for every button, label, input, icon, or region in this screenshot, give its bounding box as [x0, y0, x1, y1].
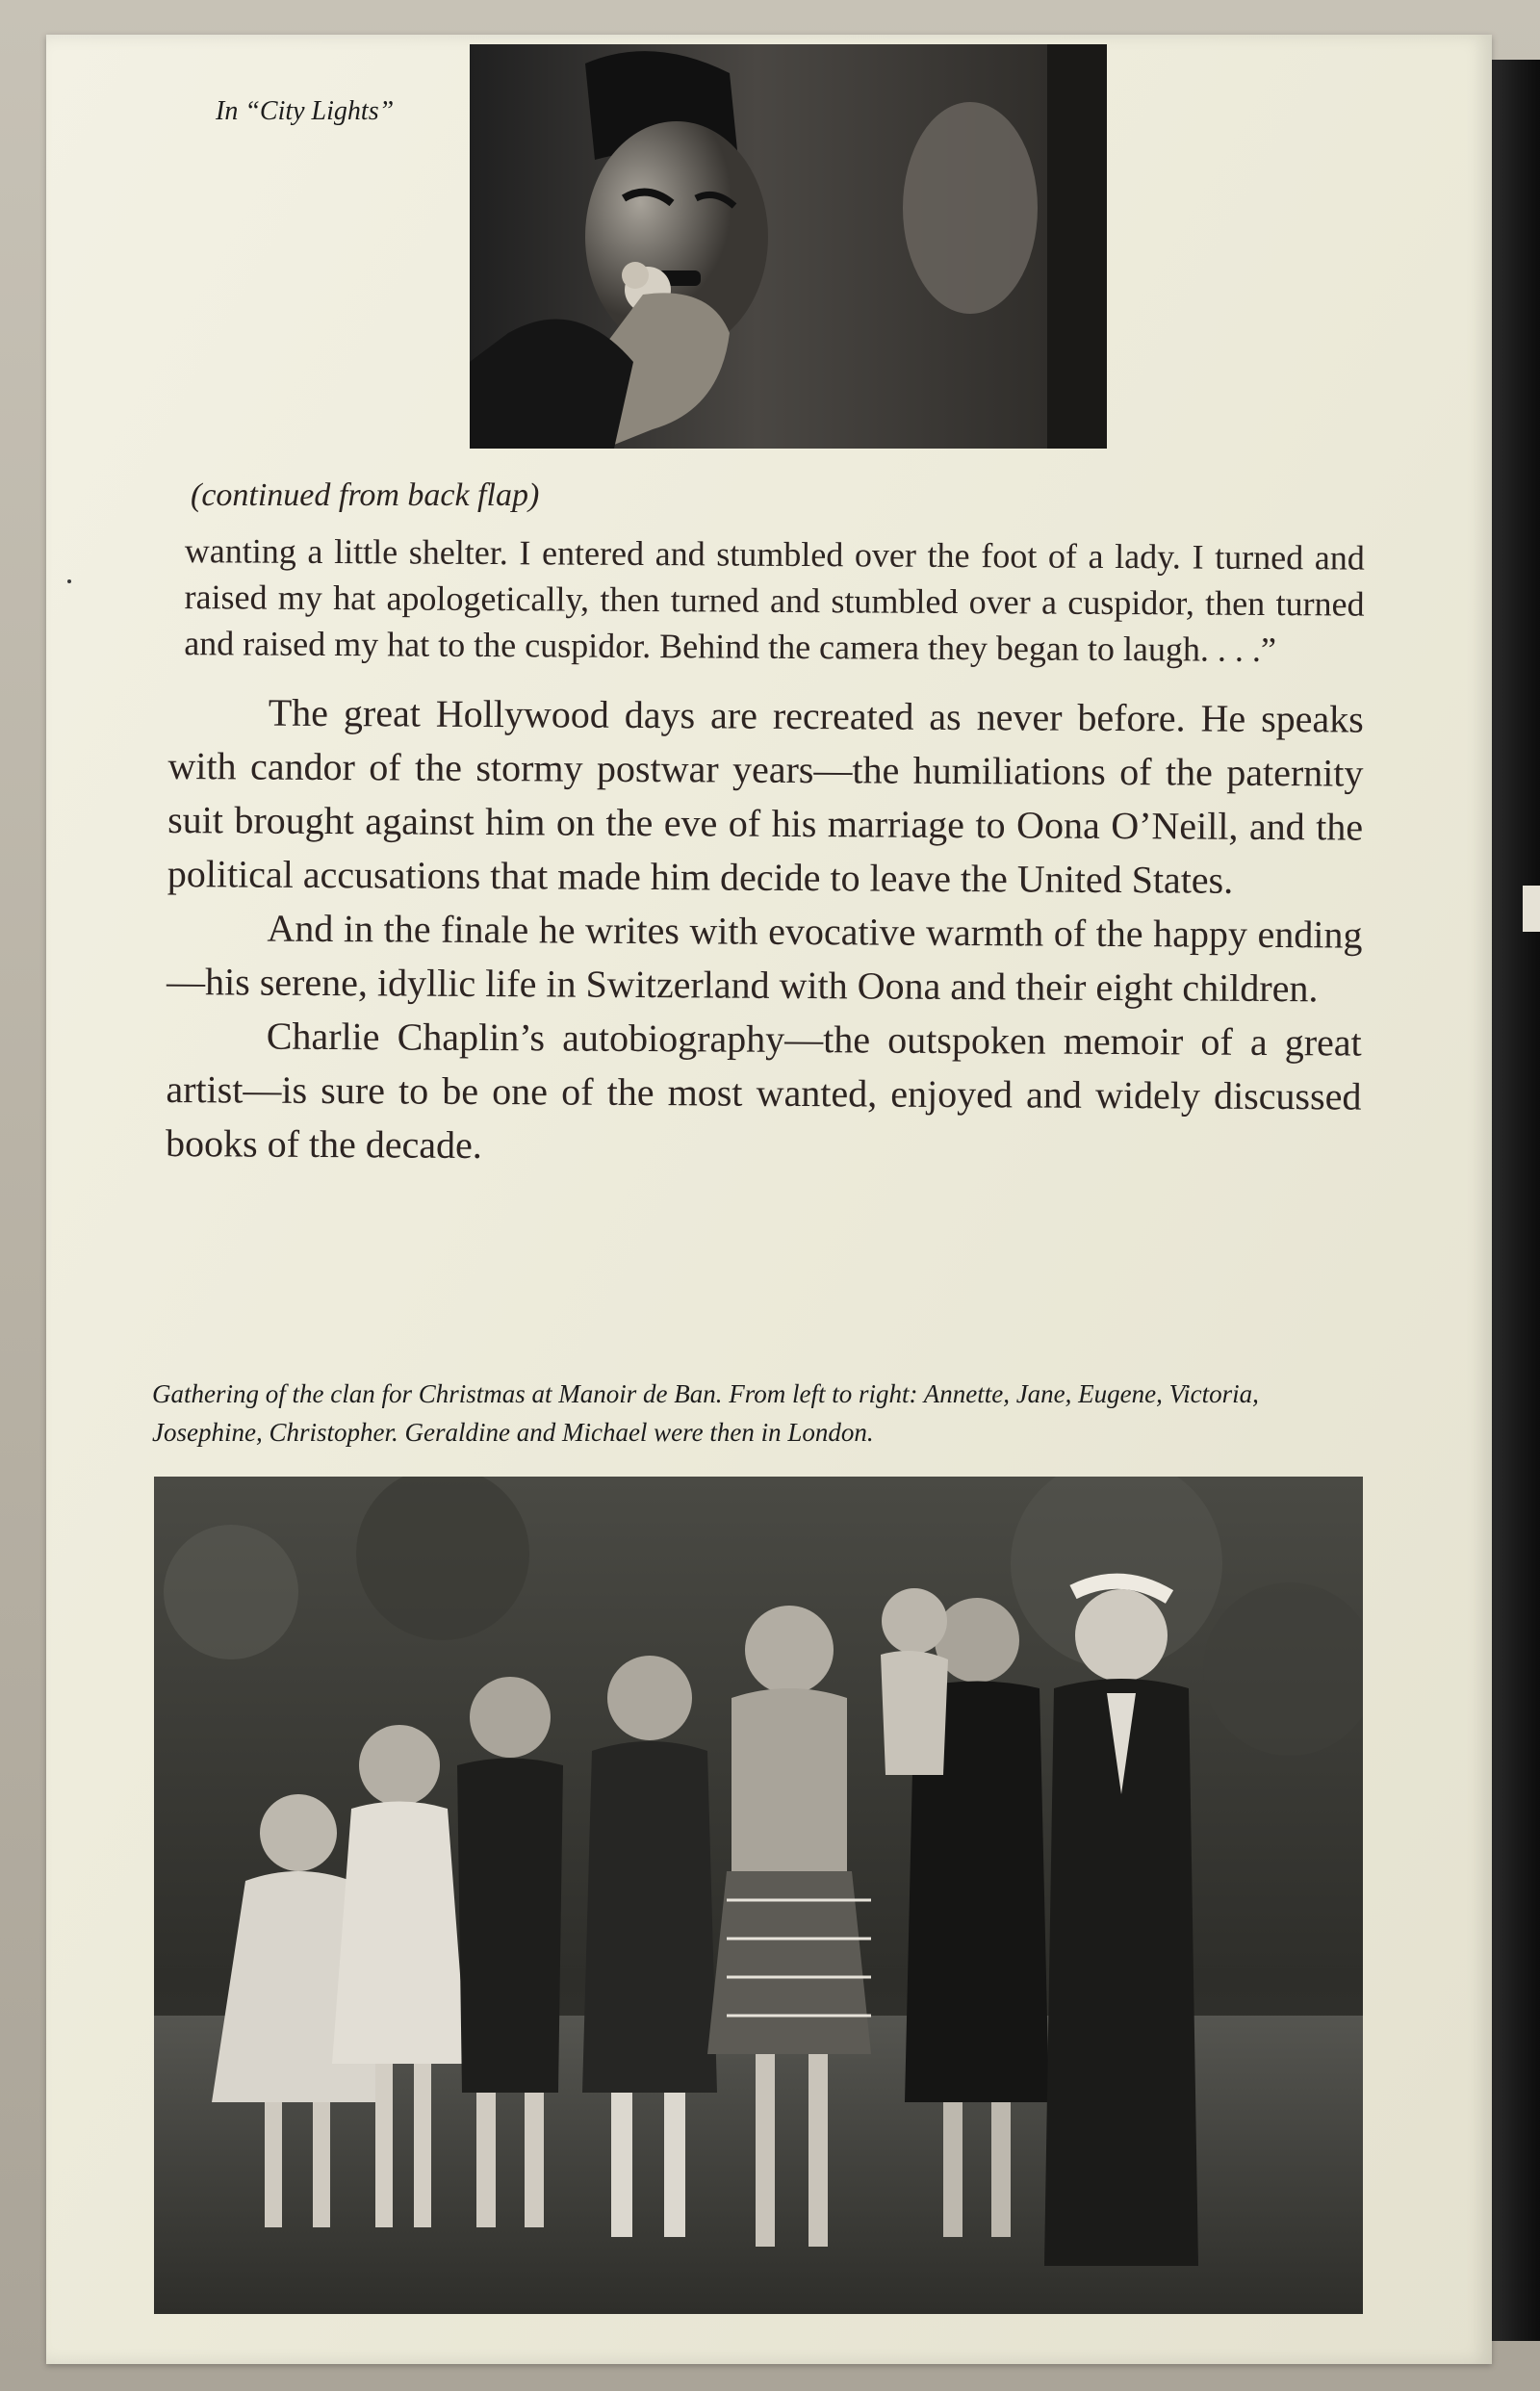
continued-from-flap-note: (continued from back flap) — [191, 477, 540, 513]
city-lights-photo — [470, 44, 1107, 449]
blurb-paragraph: wanting a little shelter. I entered and stumbled over the foot of a lady. I turned and raised my hat apologetically, then turned and stumbled over a cuspidor, then turned and raised my hat to the cuspidor. Behind the camera they began to laugh. . . .” — [184, 531, 1365, 670]
stray-mark — [67, 579, 71, 583]
blurb-paragraph: And in the finale he writes with evocative warmth of the happy ending—his serene, idyllic life in Switzerland with Oona and their eight children. — [166, 906, 1363, 1011]
book-spine — [1490, 60, 1540, 2341]
family-photo — [154, 1477, 1363, 2314]
blurb-paragraph: The great Hollywood days are recreated as never before. He speaks with candor of the stormy postwar years—the humiliations of the paternity suit brought against him on the eve of his marriage to Oona O’Neill, and the political accusations that made him decide to leave the United States. — [167, 690, 1364, 902]
blurb-paragraph: Charlie Chaplin’s autobiography—the outspoken memoir of a great artist—is sure to be one of the most wanted, enjoyed and widely discussed books of the decade. — [165, 1014, 1362, 1167]
family-photo-caption: Gathering of the clan for Christmas at Manoir de Ban. From left to right: Annette, Jane, Eugene, Victoria, Josephine, Christopher. Geraldine and Michael were then in London. — [152, 1379, 1259, 1447]
spine-label-tab — [1523, 886, 1540, 932]
top-photo-caption: In “City Lights” — [216, 96, 395, 126]
blurb-text — [166, 527, 1365, 1178]
